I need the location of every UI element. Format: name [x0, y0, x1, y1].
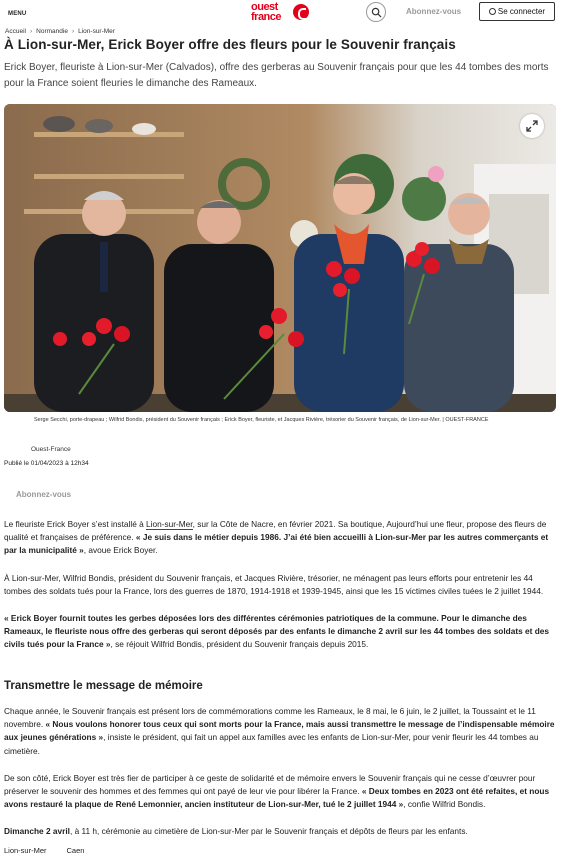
subscribe-link[interactable]: Abonnez-vous: [406, 7, 462, 16]
p3-quote: « Erick Boyer fournit toutes les gerbes déposées lors des différentes cérémonies patriotiques de la commune. Pour le dimanche des Rameaux, le fleuriste nous offre des gerberas qui seront déposés par des enfants le dimanche 2 avril sur les 44 tombes des soldats et des civils tués pour la France »: [4, 613, 550, 650]
section-heading: Transmettre le message de mémoire: [4, 680, 203, 692]
photo-caption: Serge Secchi, porte-drapeau ; Wilfrid Bondis, président du Souvenir français ; Erick Boyer, fleuriste, et Jacques Rivière, trésorier du Souvenir français, de Lion-sur-Mer. | OUEST-FRANCE: [34, 417, 489, 423]
menu-button[interactable]: MENU: [8, 11, 27, 17]
search-icon: [371, 7, 382, 18]
login-button[interactable]: [479, 2, 555, 21]
p1-text: Le fleuriste Erick Boyer s’est installé à: [4, 519, 147, 529]
lion-sur-mer-link[interactable]: Lion-sur-Mer: [146, 519, 193, 529]
subscribe-link-inline[interactable]: Abonnez-vous: [16, 490, 72, 499]
p4-text: , insiste le président, qui fait un appel aux familles avec les enfants de Lion-sur-Mer, pour venir fleurir les 44 tombes au cimetière.: [4, 732, 539, 756]
user-icon: [489, 8, 496, 15]
p6-text: , à 11 h, cérémonie au cimetière de Lion-sur-Mer par le Souvenir français et dépôts de fleurs par les enfants.: [69, 826, 468, 836]
article-photo[interactable]: [4, 104, 556, 412]
chevron-right-icon: ›: [29, 28, 33, 35]
article-lead: Erick Boyer, fleuriste à Lion-sur-Mer (Calvados), offre des gerberas au Souvenir français pour que les 44 tombes des morts pour la France soient fleuries le dimanche des Rameaux.: [4, 62, 549, 89]
p6-bold: Dimanche 2 avril: [4, 826, 70, 836]
tag-list: [4, 846, 104, 855]
breadcrumb-item[interactable]: Accueil: [5, 28, 26, 35]
p4-quote: « Nous voulons honorer tous ceux qui sont morts pour la France, mais aussi transmettre le message de l’indispensable mémoire aux jeunes générations »: [4, 719, 555, 743]
p5-quote: « Deux tombes en 2023 ont été refaites, et nous avons restauré la plaque de René Lemonnier, ancien instituteur de Lion-sur-Mer, tué le 2 juillet 1944 »: [4, 786, 550, 810]
tag-link[interactable]: Lion-sur-Mer: [4, 846, 47, 855]
expand-icon: [526, 120, 538, 132]
search-button[interactable]: [366, 2, 386, 22]
p5-text: , confie Wilfrid Bondis.: [403, 799, 486, 810]
paragraph-1: [4, 518, 556, 558]
breadcrumb-item[interactable]: Normandie: [36, 28, 68, 35]
paragraph-2: À Lion-sur-Mer, Wilfrid Bondis, président du Souvenir français, et Jacques Rivière, trésorier, ne ménagent pas leurs efforts pour entretenir les 44 tombes des soldats tués pour la France, lors des guerres de 1870, 1914-1918 et 1939-1945, ainsi que les 15 victimes civiles tuées le 2 juillet 1944.: [4, 573, 544, 597]
p1-text: , sur la Côte de Nacre, en février 2021. Sa boutique, Aujourd’hui une fleur, propose des fleurs de qualité et françaises de préférence.: [4, 519, 547, 543]
article-title: À Lion-sur-Mer, Erick Boyer offre des fleurs pour le Souvenir français: [4, 37, 456, 52]
photo-illustration: [4, 104, 556, 412]
login-label: Se connecter: [497, 7, 546, 16]
ouest-france-logo[interactable]: [251, 2, 309, 22]
top-bar: [0, 0, 578, 24]
paragraph-4: [4, 705, 556, 758]
p3-text: , se réjouit Wilfrid Bondis, président du Souvenir français depuis 2015.: [110, 639, 369, 650]
logo-text-line2: france: [251, 11, 282, 23]
chevron-right-icon: ›: [71, 28, 75, 35]
breadcrumb: [5, 28, 115, 35]
p4-text: Chaque année, le Souvenir français est présent lors de commémorations comme les Rameaux, le 8 mai, le 6 juin, le 2 juillet, la Toussaint et le 11 novembre.: [4, 706, 536, 730]
breadcrumb-item[interactable]: Lion-sur-Mer: [78, 28, 115, 35]
logo-text-line1: ouest: [251, 1, 278, 13]
paragraph-5: [4, 772, 556, 812]
expand-photo-button[interactable]: [520, 114, 544, 138]
p1-quote: « Je suis dans le métier depuis 1986. J’ai été bien accueilli à Lion-sur-Mer par les autres commerçants et par la municipalité »: [4, 532, 549, 556]
tag-link[interactable]: Caen: [66, 846, 85, 855]
p1-text: , avoue Erick Boyer.: [83, 545, 158, 556]
logo-mark-icon: [293, 4, 309, 20]
paragraph-3: [4, 612, 556, 652]
published-date: Publié le 01/04/2023 à 12h34: [4, 460, 89, 467]
paragraph-6: [4, 825, 556, 838]
article-source: Ouest-France: [31, 446, 71, 453]
p5-text: De son côté, Erick Boyer est très fier de participer à ce geste de solidarité et de mémoire envers le Souvenir français qui ne cesse d’œuvrer pour préserver le souvenir des hommes et des femmes qui ont payé de leur vie pour libérer la France.: [4, 773, 536, 797]
